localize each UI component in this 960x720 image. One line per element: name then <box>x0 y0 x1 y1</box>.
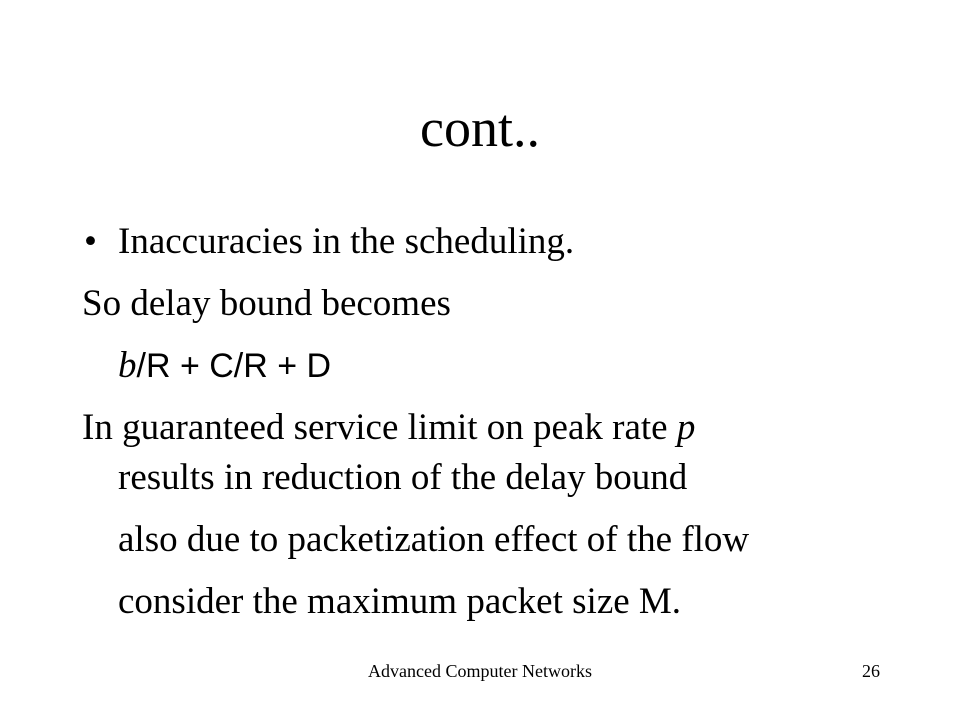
text-line-delay-bound: So delay bound becomes <box>82 283 451 324</box>
text-line-reduction: results in reduction of the delay bound <box>118 457 688 498</box>
text-line-packetization: also due to packetization effect of the flow <box>118 519 750 560</box>
formula-delay-bound <box>118 344 331 388</box>
text-guaranteed-service: In guaranteed service limit on peak rate <box>82 407 677 448</box>
formula-rest: /R + C/R + D <box>136 347 332 385</box>
page-number: 26 <box>862 661 880 681</box>
footer-title: Advanced Computer Networks <box>368 661 592 681</box>
formula-variable-b: b <box>118 345 137 386</box>
bullet-marker: • <box>84 221 97 262</box>
bullet-text-inaccuracies: Inaccuracies in the scheduling. <box>118 221 575 262</box>
text-line-guaranteed-service <box>82 406 695 450</box>
slide-title: cont.. <box>420 98 540 158</box>
text-line-packet-size: consider the maximum packet size M. <box>118 581 682 622</box>
variable-p: p <box>676 407 696 448</box>
